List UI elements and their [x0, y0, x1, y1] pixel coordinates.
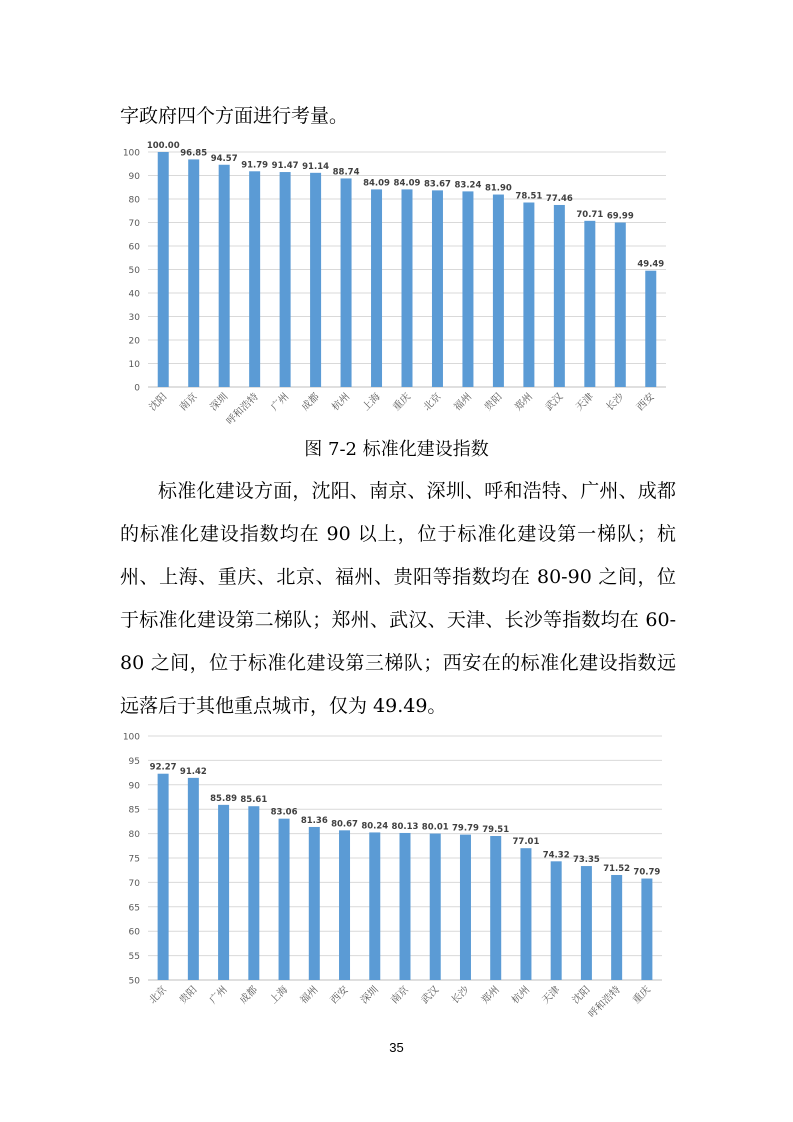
data-label: 74.32 — [542, 850, 570, 861]
x-tick-label: 长沙 — [604, 391, 627, 414]
y-tick-label: 20 — [128, 336, 140, 347]
bar — [490, 836, 501, 980]
data-label: 85.89 — [210, 793, 238, 804]
data-label: 80.67 — [331, 819, 358, 830]
bar — [641, 879, 652, 980]
bar — [460, 835, 471, 980]
data-label: 49.49 — [637, 259, 665, 270]
y-tick-label: 100 — [122, 732, 140, 743]
bar — [611, 875, 622, 980]
y-tick-label: 40 — [128, 289, 140, 300]
data-label: 80.13 — [391, 821, 419, 832]
x-tick-label: 福州 — [452, 391, 475, 414]
y-tick-label: 70 — [128, 219, 140, 229]
bar — [188, 778, 199, 980]
figure-caption: 图 7-2 标准化建设指数 — [304, 439, 489, 460]
x-tick-label: 武汉 — [419, 984, 442, 1007]
data-label: 83.06 — [270, 807, 298, 818]
bar — [520, 848, 531, 980]
data-label: 81.36 — [300, 815, 328, 826]
bar — [218, 805, 229, 980]
y-tick-label: 50 — [128, 976, 140, 987]
x-tick-label: 广州 — [269, 391, 292, 414]
x-tick-label: 西安 — [634, 391, 657, 414]
data-label: 85.61 — [240, 795, 268, 806]
bar — [279, 819, 290, 980]
y-tick-label: 80 — [128, 830, 140, 841]
x-tick-label: 成都 — [299, 391, 322, 414]
x-tick-label: 重庆 — [631, 984, 654, 1007]
x-tick-label: 上海 — [360, 391, 383, 414]
x-tick-label: 贵阳 — [177, 984, 200, 1007]
x-tick-label: 福州 — [298, 984, 321, 1007]
x-tick-label: 深圳 — [358, 984, 381, 1007]
y-tick-label: 65 — [128, 903, 140, 914]
intro-line: 字政府四个方面进行考量。 — [120, 105, 349, 127]
y-tick-label: 30 — [128, 313, 140, 323]
x-tick-label: 武汉 — [543, 391, 566, 414]
y-tick-label: 75 — [128, 854, 140, 865]
data-label: 83.67 — [424, 179, 451, 190]
y-tick-label: 85 — [128, 805, 140, 816]
x-tick-label: 杭州 — [330, 391, 353, 414]
bar — [581, 866, 592, 980]
x-tick-label: 贵阳 — [482, 391, 505, 414]
y-tick-label: 60 — [128, 927, 140, 938]
data-label: 79.79 — [452, 823, 479, 834]
x-tick-label: 北京 — [421, 391, 444, 414]
data-label: 69.99 — [606, 211, 634, 222]
x-tick-label: 郑州 — [479, 984, 502, 1007]
bar — [248, 806, 259, 980]
data-label: 77.46 — [545, 193, 573, 204]
y-tick-label: 0 — [134, 383, 140, 394]
bar — [339, 830, 350, 980]
bar — [309, 827, 320, 980]
y-tick-label: 50 — [128, 266, 140, 276]
y-tick-label: 10 — [128, 360, 140, 370]
y-tick-label: 80 — [128, 195, 140, 206]
data-label: 79.51 — [482, 824, 510, 835]
bar — [400, 833, 411, 980]
y-tick-label: 90 — [128, 172, 140, 182]
y-tick-label: 95 — [128, 756, 140, 767]
x-tick-label: 成都 — [238, 984, 260, 1007]
x-tick-label: 天津 — [540, 984, 563, 1007]
x-tick-label: 广州 — [207, 984, 230, 1007]
data-label: 70.79 — [633, 867, 661, 878]
x-tick-label: 南京 — [177, 391, 200, 414]
x-tick-label: 长沙 — [449, 984, 472, 1007]
x-tick-label: 郑州 — [513, 391, 536, 414]
x-tick-label: 西安 — [328, 984, 351, 1007]
y-tick-label: 90 — [128, 781, 140, 792]
y-tick-label: 55 — [128, 952, 140, 963]
x-tick-label: 呼和浩特 — [586, 984, 623, 1021]
data-label: 84.09 — [393, 178, 421, 189]
x-tick-label: 重庆 — [391, 391, 414, 414]
x-tick-label: 北京 — [147, 984, 170, 1007]
x-tick-label: 沈阳 — [147, 391, 170, 414]
data-label: 77.01 — [512, 837, 540, 848]
data-label: 80.24 — [361, 821, 389, 832]
data-label: 88.74 — [332, 167, 360, 178]
data-label: 92.27 — [149, 762, 177, 773]
data-label: 83.24 — [454, 180, 482, 191]
data-label: 71.52 — [603, 863, 631, 874]
x-tick-label: 沈阳 — [570, 984, 593, 1007]
data-label: 91.79 — [241, 160, 269, 171]
y-tick-label: 70 — [128, 878, 140, 889]
data-label: 80.01 — [421, 822, 449, 833]
data-label: 81.90 — [484, 183, 512, 194]
data-label: 91.14 — [302, 161, 330, 172]
page-number: 35 — [389, 1040, 404, 1055]
data-label: 96.85 — [180, 148, 208, 159]
x-tick-label: 上海 — [268, 984, 291, 1007]
data-label: 70.71 — [576, 209, 604, 220]
data-label: 91.47 — [271, 161, 299, 172]
data-label: 94.57 — [210, 153, 238, 164]
bar — [551, 861, 562, 980]
y-tick-label: 60 — [128, 242, 140, 253]
bar — [158, 774, 169, 980]
x-tick-label: 天津 — [574, 391, 596, 414]
body-paragraph: 标准化建设方面，沈阳、南京、深圳、呼和浩特、广州、成都的标准化建设指数均在 90 以上，位于标准化建设第一梯队；杭州、上海、重庆、北京、福州、贵阳等指数均在 80-90 之间，位于标准化建设第二梯队；郑州、武汉、天津、长沙等指数均在 60-80 之间，位于标准化建设第三梯队；西安在的标准化建设指数远远落后于其他重点城市，仅为 49.49。 — [120, 480, 676, 717]
x-tick-label: 深圳 — [208, 391, 231, 414]
bar — [430, 834, 441, 980]
x-tick-label: 呼和浩特 — [224, 391, 261, 428]
data-label: 73.35 — [572, 855, 600, 866]
data-label: 78.51 — [515, 191, 543, 202]
y-tick-label: 100 — [122, 148, 140, 159]
data-label: 100.00 — [146, 141, 180, 151]
data-label: 91.42 — [179, 766, 207, 777]
bar — [369, 832, 380, 980]
x-tick-label: 南京 — [389, 984, 412, 1007]
x-tick-label: 杭州 — [510, 984, 533, 1007]
data-label: 84.09 — [363, 178, 390, 189]
